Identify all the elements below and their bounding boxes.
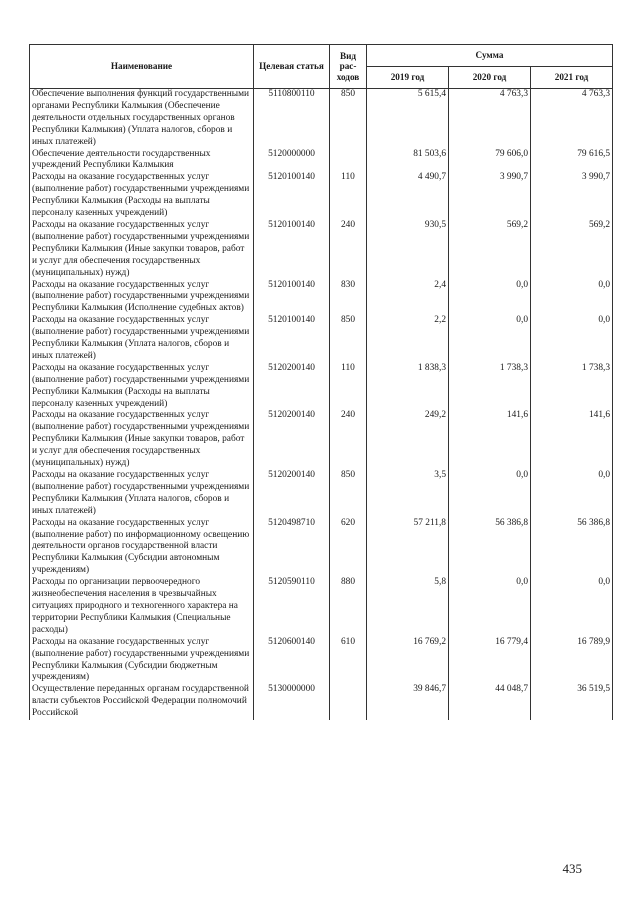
row-amount-2021: 0,0	[531, 280, 613, 316]
table-row	[30, 410, 613, 470]
row-amount-2020: 16 779,4	[449, 637, 531, 685]
table-row	[30, 220, 613, 280]
row-amount-2021: 0,0	[531, 577, 613, 637]
row-amount-2019: 81 503,6	[367, 149, 449, 173]
row-name: Расходы на оказание государственных услуг (выполнение работ) государственными учреждениями Республики Калмыкия (Субсидии бюджетным учреждениям)	[30, 637, 254, 685]
row-target-code: 5120200140	[254, 363, 330, 411]
table-row	[30, 577, 613, 637]
table-row	[30, 280, 613, 316]
row-amount-2019: 4 490,7	[367, 172, 449, 220]
row-expense-type: 880	[330, 577, 367, 637]
row-target-code: 5120590110	[254, 577, 330, 637]
row-expense-type: 830	[330, 280, 367, 316]
row-amount-2021: 16 789,9	[531, 637, 613, 685]
row-target-code: 5120100140	[254, 220, 330, 280]
row-name: Осуществление переданных органам государственной власти субъектов Российской Федерации полномочий Российской	[30, 684, 254, 720]
row-amount-2020: 4 763,3	[449, 89, 531, 149]
row-amount-2021: 0,0	[531, 315, 613, 363]
row-amount-2020: 141,6	[449, 410, 531, 470]
row-amount-2020: 0,0	[449, 315, 531, 363]
row-target-code: 5110800110	[254, 89, 330, 149]
row-amount-2020: 56 386,8	[449, 518, 531, 578]
header-year-2020: 2020 год	[449, 67, 531, 89]
row-amount-2019: 930,5	[367, 220, 449, 280]
table-row	[30, 684, 613, 720]
row-amount-2019: 39 846,7	[367, 684, 449, 720]
row-name: Расходы по организации первоочередного жизнеобеспечения населения в чрезвычайных ситуациях природного и техногенного характера на территории Республики Калмыкия (Специальные расходы)	[30, 577, 254, 637]
row-amount-2019: 2,4	[367, 280, 449, 316]
row-expense-type: 850	[330, 89, 367, 149]
header-year-2019: 2019 год	[367, 67, 449, 89]
table-row	[30, 363, 613, 411]
table-row	[30, 89, 613, 149]
row-expense-type	[330, 684, 367, 720]
row-amount-2021: 79 616,5	[531, 149, 613, 173]
header-type: Вид рас-ходов	[330, 45, 367, 89]
header-sum: Сумма	[367, 45, 613, 67]
row-amount-2019: 16 769,2	[367, 637, 449, 685]
row-expense-type: 850	[330, 315, 367, 363]
row-amount-2020: 0,0	[449, 280, 531, 316]
budget-table	[29, 44, 613, 720]
table-row	[30, 315, 613, 363]
row-amount-2020: 0,0	[449, 470, 531, 518]
row-amount-2020: 79 606,0	[449, 149, 531, 173]
row-expense-type: 240	[330, 220, 367, 280]
header-name: Наименование	[30, 45, 254, 89]
row-target-code: 5120498710	[254, 518, 330, 578]
row-amount-2021: 141,6	[531, 410, 613, 470]
row-name: Расходы на оказание государственных услуг (выполнение работ) государственными учреждениями Республики Калмыкия (Расходы на выплаты персоналу казенных учреждений)	[30, 172, 254, 220]
table-row	[30, 518, 613, 578]
row-expense-type	[330, 149, 367, 173]
table-body	[30, 89, 613, 721]
row-amount-2021: 569,2	[531, 220, 613, 280]
row-amount-2019: 249,2	[367, 410, 449, 470]
row-amount-2020: 3 990,7	[449, 172, 531, 220]
row-name: Расходы на оказание государственных услуг (выполнение работ) государственными учреждениями Республики Калмыкия (Иные закупки товаров, работ и услуг для обеспечения государственных (муниципальных) нужд)	[30, 410, 254, 470]
row-amount-2021: 3 990,7	[531, 172, 613, 220]
row-target-code: 5120100140	[254, 315, 330, 363]
row-amount-2020: 0,0	[449, 577, 531, 637]
row-target-code: 5120600140	[254, 637, 330, 685]
row-target-code: 5130000000	[254, 684, 330, 720]
row-amount-2019: 5,8	[367, 577, 449, 637]
row-target-code: 5120100140	[254, 280, 330, 316]
row-amount-2020: 1 738,3	[449, 363, 531, 411]
row-amount-2021: 1 738,3	[531, 363, 613, 411]
row-name: Расходы на оказание государственных услуг (выполнение работ) государственными учреждениями Республики Калмыкия (Уплата налогов, сборов и иных платежей)	[30, 470, 254, 518]
row-target-code: 5120000000	[254, 149, 330, 173]
row-amount-2021: 4 763,3	[531, 89, 613, 149]
row-amount-2019: 57 211,8	[367, 518, 449, 578]
table-row	[30, 637, 613, 685]
header-year-2021: 2021 год	[531, 67, 613, 89]
row-target-code: 5120100140	[254, 172, 330, 220]
row-name: Обеспечение выполнения функций государственными органами Республики Калмыкия (Обеспечение деятельности отдельных государственных органов Республики Калмыкия) (Уплата налогов, сборов и иных платежей)	[30, 89, 254, 149]
row-name: Расходы на оказание государственных услуг (выполнение работ) по информационному освещению деятельности органов государственной власти Республики Калмыкия (Субсидии автономным учреждениям)	[30, 518, 254, 578]
row-amount-2020: 569,2	[449, 220, 531, 280]
row-expense-type: 850	[330, 470, 367, 518]
row-amount-2021: 0,0	[531, 470, 613, 518]
row-name: Расходы на оказание государственных услуг (выполнение работ) государственными учреждениями Республики Калмыкия (Расходы на выплаты персоналу казенных учреждений)	[30, 363, 254, 411]
row-amount-2019: 1 838,3	[367, 363, 449, 411]
row-target-code: 5120200140	[254, 470, 330, 518]
row-amount-2020: 44 048,7	[449, 684, 531, 720]
row-name: Расходы на оказание государственных услуг (выполнение работ) государственными учреждениями Республики Калмыкия (Иные закупки товаров, работ и услуг для обеспечения государственных (муниципальных) нужд)	[30, 220, 254, 280]
table-row	[30, 470, 613, 518]
row-amount-2019: 5 615,4	[367, 89, 449, 149]
row-name: Обеспечение деятельности государственных учреждений Республики Калмыкия	[30, 149, 254, 173]
row-expense-type: 110	[330, 363, 367, 411]
row-expense-type: 240	[330, 410, 367, 470]
row-amount-2021: 36 519,5	[531, 684, 613, 720]
row-amount-2019: 2,2	[367, 315, 449, 363]
table-row	[30, 172, 613, 220]
page-number: 435	[562, 861, 582, 876]
row-expense-type: 110	[330, 172, 367, 220]
row-target-code: 5120200140	[254, 410, 330, 470]
table-header	[30, 45, 613, 89]
row-expense-type: 620	[330, 518, 367, 578]
row-amount-2021: 56 386,8	[531, 518, 613, 578]
header-code: Целевая статья	[254, 45, 330, 89]
row-name: Расходы на оказание государственных услуг (выполнение работ) государственными учреждениями Республики Калмыкия (Исполнение судебных актов)	[30, 280, 254, 316]
row-name: Расходы на оказание государственных услуг (выполнение работ) государственными учреждениями Республики Калмыкия (Уплата налогов, сборов и иных платежей)	[30, 315, 254, 363]
table-row	[30, 149, 613, 173]
row-amount-2019: 3,5	[367, 470, 449, 518]
row-expense-type: 610	[330, 637, 367, 685]
